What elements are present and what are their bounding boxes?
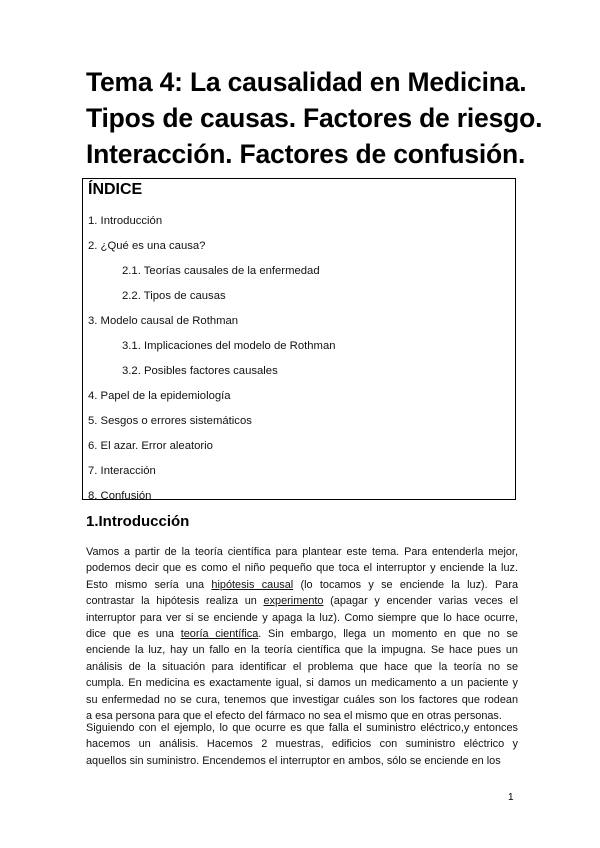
toc-item-2-1: 2.1. Teorías causales de la enfermedad — [122, 265, 320, 277]
table-of-contents — [82, 178, 516, 500]
title-line: Tipos de causas. Factores de riesgo. — [86, 103, 543, 133]
paragraph-line: enciende la luz, hay un fallo en la teoría científica que la impugna. Se hace pues un — [86, 644, 518, 657]
hipotesis-causal-term: hipótesis causal — [211, 578, 294, 591]
toc-item-3-2: 3.2. Posibles factores causales — [122, 365, 278, 377]
experimento-term: experimento — [263, 595, 324, 608]
paragraph-line: cumpla. En medicina es exactamente igual, si damos un medicamento a un paciente y — [86, 677, 518, 690]
toc-heading: ÍNDICE — [88, 181, 143, 198]
paragraph-line: análisis de la situación para identificar el problema que hace que la teoría no se — [86, 660, 518, 673]
page-number: 1 — [508, 792, 514, 803]
paragraph-line: aquellos sin suministro. Encendemos el interruptor en ambos, sólo se enciende en los — [86, 754, 501, 767]
toc-item-2: 2. ¿Qué es una causa? — [88, 240, 206, 252]
paragraph-line: dice que es una teoría científica. Sin embargo, llega un momento en que no se — [86, 628, 518, 641]
toc-item-3: 3. Modelo causal de Rothman — [88, 315, 239, 327]
paragraph-line: Vamos a partir de la teoría científica para plantear este tema. Para entenderla mejor, — [86, 546, 518, 558]
toc-item-7: 7. Interacción — [88, 465, 156, 477]
toc-item-5: 5. Sesgos o errores sistemáticos — [88, 415, 252, 427]
document-title — [86, 64, 556, 172]
toc-item-1: 1. Introducción — [88, 215, 163, 227]
toc-item-2-2: 2.2. Tipos de causas — [122, 290, 226, 302]
toc-item-3-1: 3.1. Implicaciones del modelo de Rothman — [122, 340, 336, 352]
toc-item-4: 4. Papel de la epidemiología — [88, 390, 231, 402]
title-line: Tema 4: La causalidad en Medicina. — [86, 67, 527, 97]
toc-item-6: 6. El azar. Error aleatorio — [88, 440, 213, 452]
paragraph-line: Esto mismo sería una hipótesis causal (lo tocamos y se enciende la luz). Para — [86, 578, 518, 591]
paragraph-line: contrastar la hipótesis realiza un experimento (apagar y encender varias veces el — [86, 595, 518, 608]
section-heading: 1.Introducción — [86, 513, 190, 530]
paragraph-line: hacemos un análisis. Hacemos 2 muestras, edificios con suministro eléctrico y — [86, 738, 518, 751]
intro-paragraph-1 — [86, 544, 518, 724]
paragraph-line: a esa persona para que el efecto del fármaco no sea el mismo que en otras personas. — [86, 710, 502, 723]
title-line: Interacción. Factores de confusión. — [86, 139, 526, 169]
paragraph-line: Siguiendo con el ejemplo, lo que ocurre es que falla el suministro eléctrico,y entonces — [86, 722, 518, 734]
toc-item-8: 8. Confusión — [88, 490, 152, 502]
paragraph-line: interruptor para ver si se enciende y apaga la luz). Como siempre que lo hace ocurre, — [86, 611, 518, 624]
intro-paragraph-2 — [86, 720, 518, 769]
teoria-cientifica-term: teoría científica — [180, 628, 259, 641]
paragraph-line: su enfermedad no se cura, tenemos que investigar cuáles son los factores que rodean — [86, 693, 518, 706]
paragraph-line: podemos decir que es como el niño pequeño que toca el interruptor y enciende la luz. — [86, 562, 518, 575]
